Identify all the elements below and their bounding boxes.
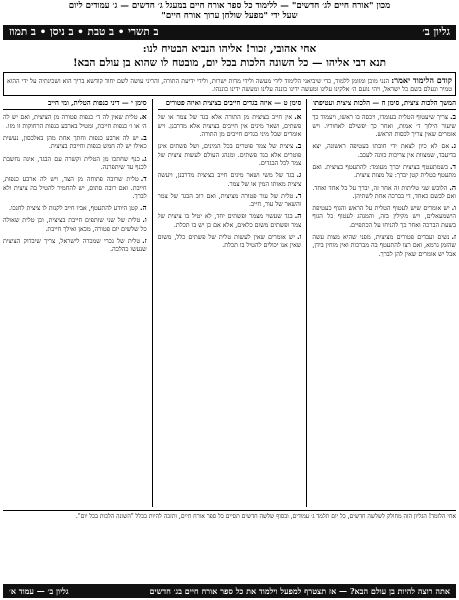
paragraph [312, 112, 456, 139]
paragraph-text: כנף שחתכו מן הטלית וקשרה עם הבגד, אינה נחשבת לכנף עד שיתפרנה. [2, 155, 147, 171]
paragraph [158, 141, 302, 168]
header [3, 2, 456, 22]
paragraph-number: ו. [142, 215, 147, 225]
paragraph [158, 191, 302, 210]
footer-text: אתה רוצה להיות בן עולם הבא? — אז תצטרף למפעל וילמוד את כל ספר אורח חיים בג׳ חדשים [149, 586, 450, 596]
paragraph-number: ו. [451, 203, 456, 213]
section-heading: סימן ט — איזה בגדים חייבים בציצית ואיזה פטורים [158, 99, 302, 110]
paragraph-text: יש אומרים שיש לעטוף הטלית על הראש והגוף כעטיפת הישמעאלים, ויש מקילין בזה, והמנהג לעטוף כל הגוף בשעת הברכה ואחר כך להניחו על הכתפיים. [312, 205, 456, 229]
page-title: אחי אהובי, זכור! אליהו הנביא הבטיח לנו: [142, 42, 317, 55]
paragraph-number: ו. [296, 232, 302, 241]
paragraph-text: טלית של שני שותפים חייבת בציצית, וכן טלית שאולה כל שלשים יום פטורה, מכאן ואילך חייבת. [2, 217, 147, 233]
issue-bar [3, 25, 456, 40]
page-subtitle: תנא דבי אליהו — כל השונה הלכות בכל יום, מובטח לו שהוא בן עולם הבא! [72, 56, 387, 69]
paragraph [3, 236, 147, 255]
paragraph [158, 211, 302, 230]
paragraph-text: טלית שרובה פתוחה מן הצד, ויש לה ארבע כנפות, חייבת. ואם רובה סתום, יש להחמיר להטיל בה ציצית ולא לברך. [2, 176, 147, 200]
paragraph-number: ד. [295, 190, 302, 200]
paragraph-number: ד. [140, 174, 147, 184]
paragraph [158, 232, 302, 251]
paragraph [3, 112, 147, 131]
paragraph-text: טלית של נכרי שמכרה לישראל, צריך שיבדוק הציצית שנעשו כהלכה. [2, 238, 147, 254]
paragraph [158, 112, 302, 139]
paragraph-number: א. [294, 112, 302, 122]
header-line-2: שעל ידי "מפעל שולחן ערוך אורח חיים" [161, 10, 298, 21]
text-columns [3, 99, 456, 507]
section-heading: המשך הלכות ציצית, סימן ח — הלכות ציצית ועטיפתו [312, 99, 456, 110]
paragraph [312, 141, 456, 160]
paragraph-text: בגד של משי ושאר מינים חייב בציצית מדרבנן, ויעשה ציצית מאותו המין או של צמר. [157, 172, 302, 188]
paragraph-text: טלית שאין לה ד׳ כנפות פטורה מן הציצית, ואם יש לה ה׳ או ו׳ כנפות חייבת, ומטיל בארבע כנפות הרחוקות זו מזו. [2, 114, 147, 130]
paragraph [3, 133, 147, 152]
paragraph-number: ג. [296, 170, 302, 180]
footer-bar [3, 584, 456, 598]
paragraph-text: כשמתעטף בציצית יברך מעומד: להתעטף בציצית. ואם מתעטף בטלית קטן יברך: על מצות ציצית. [312, 163, 456, 180]
paragraph-text: צריך שיעטוף הטלית בעומדו, ויכסה בו ראשו, ויעמוד כך שיעור הילוך ד׳ אמות, ואחר כך יפשילם לאחוריו. ויש אומרים שאין צריך לכסות הראש. [312, 114, 456, 139]
paragraph-text: קטן היודע להתעטף, אביו חייב לקנות לו ציצית לחנכו. [9, 205, 139, 213]
paragraph-number: ה. [140, 203, 147, 213]
text-column [3, 99, 147, 507]
paragraph-text: אם לא כיון לצאת ידי חובתו בעטיפה ראשונה, יצא בדיעבד, שמצוות אין צריכות כוונה לעכב. [312, 143, 456, 159]
paragraph-text: יש אומרים שאין לעשות טלית של פשתים כלל, משום שאין אנו יכולים להטיל בו תכלת. [157, 234, 302, 250]
paragraph [312, 232, 456, 259]
issue-label: גליון ב׳ [422, 26, 450, 39]
paragraph-number: ב. [450, 112, 456, 122]
paragraph-text: טלית של עור פטורה מציצית, ואם רוב הבגד של צמר והשאר של עור, חייב. [157, 192, 302, 209]
paragraph [3, 174, 147, 201]
paragraph-text: הלובש שני טליתות זה אחר זה, יברך על כל אחד ואחד. ואם לבשם כאחד, די בברכה אחת לשתיהן. [312, 184, 456, 200]
paragraph [3, 154, 147, 173]
footnote: אחי הלומד! הגליון הזה מחולק לשלשה חדשים, כל יום תלמד ג׳ עמודים, ובסוף שלשה חדשים תסיים כל ספר אורח חיים, ותזכה להיות בכלל "השונה הלכות בכל יום". [3, 510, 456, 521]
section-heading: סימן י — דיני כנפות הטלית, ומי חייב [3, 99, 147, 110]
paragraph-text: יש לה ארבע כנפות וחתך אחת מהן באלכסון, נעשית כאילו יש לה חמש כנפות וחייבת בציצית. [2, 135, 147, 151]
paragraph-number: ג. [451, 141, 456, 151]
paragraph-number: ג. [141, 153, 147, 163]
issue-dates: ב תשרי • ב טבת • ב ניסן • ב תמוז [9, 26, 159, 39]
text-column [158, 99, 302, 507]
paragraph [3, 215, 147, 234]
paragraph-number: ב. [295, 141, 302, 151]
paragraph [312, 203, 456, 230]
paragraph [3, 203, 147, 213]
paragraph-number: ז. [451, 232, 456, 241]
paragraph-text: אין חייב בציצית מן התורה אלא בגד של צמר או של פשתים, ושאר מינים אין חייבים בציצית אלא מדרבנן. ויש אומרים שכל מיני בגדים חייבים מן התורה. [157, 114, 302, 139]
paragraph [158, 170, 302, 189]
paragraph-number: ה. [449, 182, 456, 192]
paragraph-number: א. [139, 112, 147, 122]
text-column [312, 99, 456, 507]
paragraph-number: ה. [294, 211, 302, 221]
paragraph-text: בגד שעשוי מצמר ופשתים יחד, לא יטיל בו ציצית של צמר ופשתים משום כלאים, אלא אם כן יש בו תכלת. [157, 213, 302, 229]
paragraph-text: ציצית של צמר פוטרים בכל המינים, ושל פשתים אינן פוטרים אלא בגד פשתים. ומנהג העולם לעשות ציצית של צמר לכל הבגדים. [157, 143, 302, 167]
column-divider [306, 99, 307, 507]
column-divider [152, 99, 153, 507]
footer-issue-label: גליון ב׳ — עמוד א׳ [9, 586, 69, 596]
paragraph [312, 162, 456, 181]
header-line-1: מכון "אורח חיים לג׳ חדשים" — ללימוד כל ספר אורח חיים במעגל ג׳ חדשים — ג׳ עמודים ליום [68, 1, 391, 11]
paragraph [312, 183, 456, 202]
intro-lead: קודם הלימוד יאמר: [391, 74, 452, 85]
intro-box [3, 72, 456, 97]
paragraph-text: נשים ועבדים פטורים מציצית, מפני שהיא מצות עשה שהזמן גרמא, ואם רצו להתעטף בה מברכות ואין מוחין בידן, אבל יש אומרים שאין להן לברך. [312, 234, 456, 258]
intro-text: הנני מוכן ומזומן ללמוד, כדי שיביאני הלימוד לידי מעשה ולידי מדות ישרות, ולידי ידיעת התורה, והריני עושה לשם יחוד קודשא בריך הוא ושכינתיה על ידי ההוא טמיר ונעלם בשם כל ישראל, ויהי נועם ה׳ אלקינו עלינו ומעשה ידינו כוננה עלינו ומעשה ידינו כוננהו. [7, 77, 452, 93]
paragraph-number: ז. [142, 236, 147, 245]
paragraph-number: ד. [450, 161, 456, 171]
paragraph-number: ב. [140, 133, 147, 143]
